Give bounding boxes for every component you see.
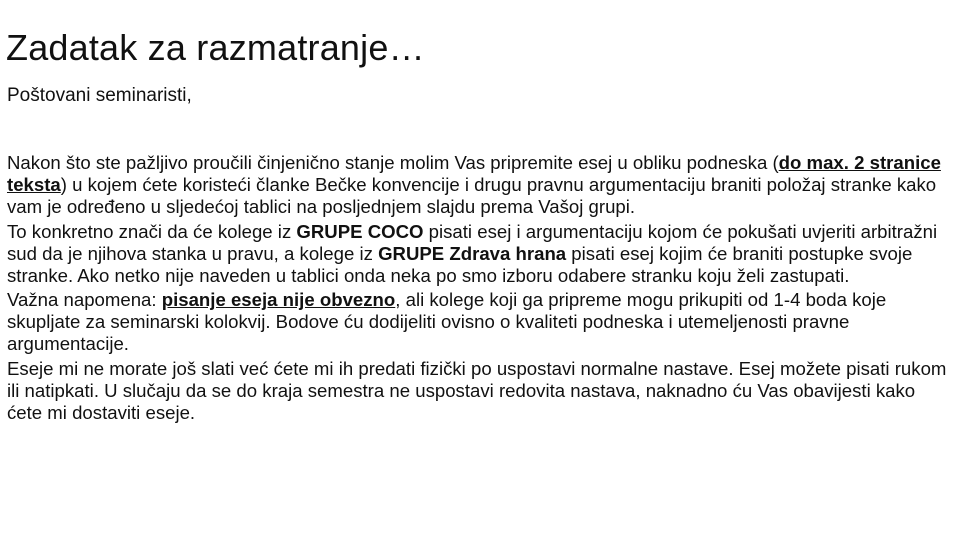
paragraph-groups-text-2: pisati esej i argumentaciju kojom će pokušati uvjeriti arbitražni sud da je njihova stanka u pravu, a kolege iz xyxy=(7,220,938,264)
paragraph-groups-text-3: pisati esej kojim će braniti postupke svoje stranke. Ako netko nije naveden u tablici onda neka po smo izboru odabere stranku koju želi zastupati. xyxy=(7,242,913,286)
group-zdrava-hrana-label: GRUPE Zdrava hrana xyxy=(378,242,567,264)
group-coco-label: GRUPE COCO xyxy=(296,220,424,242)
paragraph-note-text-1: Važna napomena: xyxy=(7,289,162,311)
paragraph-instructions xyxy=(7,152,955,218)
paragraph-groups-text-1: To konkretno znači da će kolege iz xyxy=(7,220,297,242)
paragraph-instructions-text-2: ) u kojem ćete koristeći članke Bečke konvencije i drugu pravnu argumentaciju braniti položaj stranke kako vam je određeno u sljedećoj tablici na posljednjem slajdu prema Vašoj grupi. xyxy=(7,173,937,217)
page-limit-emphasis: do max. 2 stranice teksta xyxy=(7,152,941,195)
paragraph-submission: Eseje mi ne morate još slati već ćete mi ih predati fizički po uspostavi normalne nastave. Esej možete pisati rukom ili natipkati. U slučaju da se do kraja semestra ne uspostavi redovita nastava, naknadno ću Vas obavijesti kako ćete mi dostaviti eseje. xyxy=(7,358,947,423)
paragraph-groups xyxy=(7,221,955,287)
slide-title: Zadatak za razmatranje… xyxy=(6,27,425,68)
not-mandatory-emphasis: pisanje eseja nije obvezno xyxy=(161,289,396,311)
paragraph-instructions-text-1: Nakon što ste pažljivo proučili činjenično stanje molim Vas pripremite esej u obliku podneska ( xyxy=(7,152,779,173)
paragraph-note xyxy=(7,289,955,355)
slide-body xyxy=(7,152,955,427)
greeting: Poštovani seminaristi, xyxy=(7,85,192,106)
paragraph-note-text-2: , ali kolege koji ga pripreme mogu prikupiti od 1-4 boda koje skupljate za seminarski kolokvij. Bodove ću dodijeliti ovisno o kvaliteti podneska i utemeljenosti pravne argumentacije. xyxy=(7,289,887,355)
